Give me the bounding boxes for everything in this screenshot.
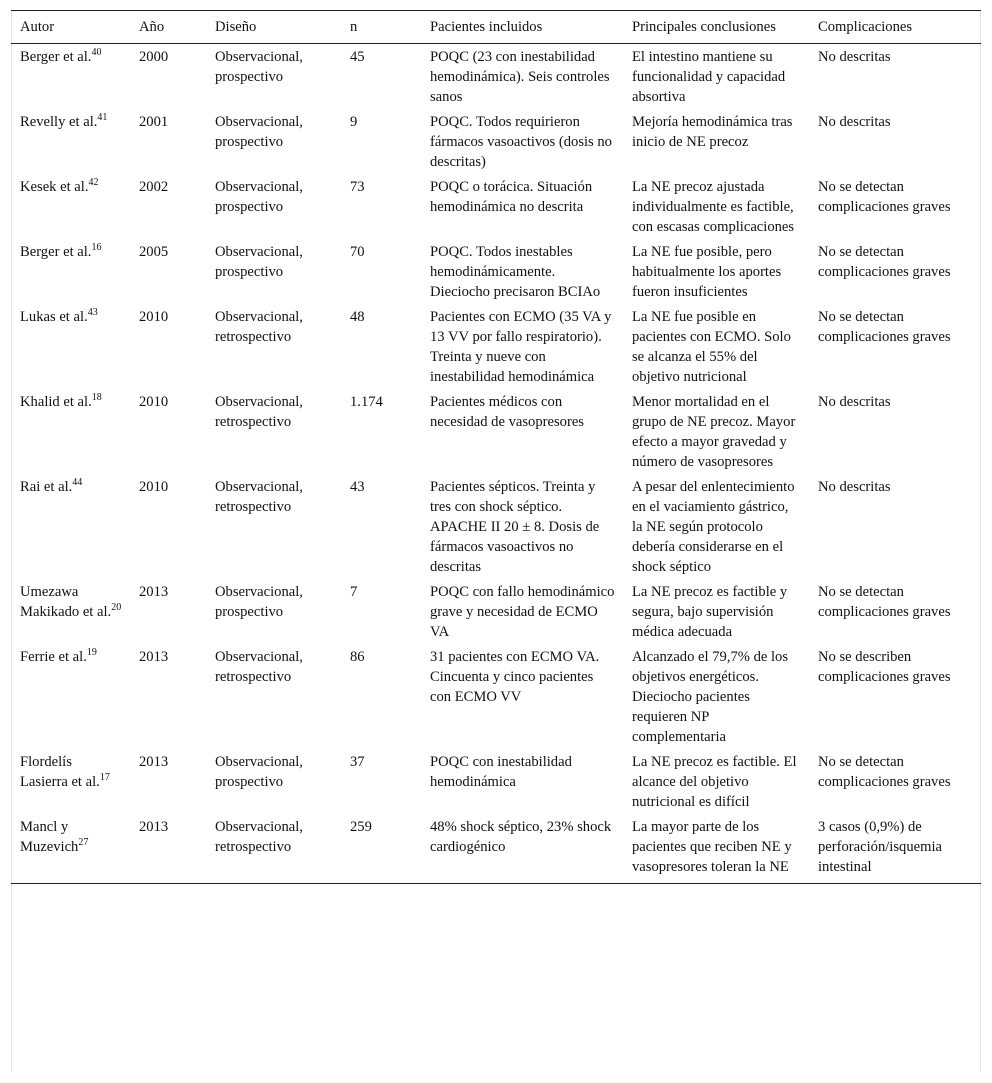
cell-n: 70 bbox=[350, 244, 365, 260]
table-row bbox=[11, 109, 981, 174]
cell-anio: 2013 bbox=[139, 754, 169, 770]
reference-number: 44 bbox=[72, 477, 83, 489]
table-row bbox=[11, 389, 981, 474]
header-conclusiones: Principales conclusiones bbox=[623, 11, 809, 44]
author-name: Kesek et al. bbox=[20, 179, 89, 195]
cell-pacientes: Pacientes médicos con necesidad de vasopresores bbox=[430, 394, 584, 430]
cell-autor bbox=[11, 749, 130, 814]
author-name: Khalid et al. bbox=[20, 394, 92, 410]
reference-number: 27 bbox=[78, 837, 89, 849]
cell-n: 1.174 bbox=[350, 394, 383, 410]
table-row bbox=[11, 174, 981, 239]
cell-n: 86 bbox=[350, 649, 365, 665]
table-row bbox=[11, 579, 981, 644]
cell-conclusiones: El intestino mantiene su funcionalidad y capacidad absortiva bbox=[632, 49, 786, 105]
table-row bbox=[11, 814, 981, 884]
cell-conclusiones: Menor mortalidad en el grupo de NE precoz. Mayor efecto a mayor gravedad y número de vasopresores bbox=[632, 394, 796, 470]
cell-pacientes: POQC (23 con inestabilidad hemodinámica). Seis controles sanos bbox=[430, 49, 610, 105]
cell-conclusiones: La NE precoz ajustada individualmente es factible, con escasas complicaciones bbox=[632, 179, 795, 235]
cell-pacientes: POQC. Todos requirieron fármacos vasoactivos (dosis no descritas) bbox=[430, 114, 612, 170]
cell-autor bbox=[11, 474, 130, 579]
cell-autor bbox=[11, 174, 130, 239]
cell-conclusiones: La NE precoz es factible y segura, bajo supervisión médica adecuada bbox=[632, 584, 788, 640]
reference-number: 19 bbox=[86, 647, 97, 659]
author-name: Ferrie et al. bbox=[20, 649, 87, 665]
reference-number: 42 bbox=[88, 177, 99, 189]
cell-conclusiones: Mejoría hemodinámica tras inicio de NE precoz bbox=[632, 114, 793, 150]
cell-conclusiones: La mayor parte de los pacientes que reciben NE y vasopresores toleran la NE bbox=[623, 814, 809, 884]
author-name: Lukas et al. bbox=[20, 309, 88, 325]
cell-disenio: Observacional, prospectivo bbox=[215, 244, 303, 280]
cell-conclusiones: Alcanzado el 79,7% de los objetivos energéticos. Dieciocho pacientes requieren NP complementaria bbox=[632, 649, 789, 745]
cell-autor bbox=[11, 239, 130, 304]
cell-conclusiones: La NE precoz es factible. El alcance del objetivo nutricional es difícil bbox=[632, 754, 797, 810]
cell-autor bbox=[11, 109, 130, 174]
table-body bbox=[11, 44, 981, 884]
author-name: Berger et al. bbox=[20, 244, 92, 260]
reference-number: 41 bbox=[97, 112, 108, 124]
cell-pacientes: 48% shock séptico, 23% shock cardiogénico bbox=[421, 814, 623, 884]
cell-anio: 2000 bbox=[139, 49, 169, 65]
cell-conclusiones: A pesar del enlentecimiento en el vaciamiento gástrico, la NE según protocolo debería considerarse en el shock séptico bbox=[632, 479, 795, 575]
studies-table bbox=[11, 10, 981, 884]
cell-complicaciones: No se detectan complicaciones graves bbox=[818, 244, 951, 280]
cell-disenio: Observacional, retrospectivo bbox=[215, 394, 303, 430]
cell-conclusiones: La NE fue posible en pacientes con ECMO. Solo se alcanza el 55% del objetivo nutricional bbox=[632, 309, 791, 385]
cell-n: 259 bbox=[341, 814, 421, 884]
header-autor: Autor bbox=[11, 11, 130, 44]
cell-n: 9 bbox=[350, 114, 358, 130]
header-n: n bbox=[341, 11, 421, 44]
cell-disenio: Observacional, prospectivo bbox=[215, 754, 303, 790]
cell-complicaciones: No descritas bbox=[818, 114, 891, 130]
cell-anio: 2010 bbox=[139, 394, 169, 410]
cell-pacientes: 31 pacientes con ECMO VA. Cincuenta y cinco pacientes con ECMO VV bbox=[430, 649, 600, 705]
reference-number: 17 bbox=[99, 772, 110, 784]
author-name: Flordelís Lasierra et al. bbox=[20, 754, 100, 790]
table-header-row bbox=[11, 11, 981, 44]
author-name: Rai et al. bbox=[20, 479, 73, 495]
cell-complicaciones: No se detectan complicaciones graves bbox=[818, 179, 951, 215]
table-row bbox=[11, 474, 981, 579]
cell-disenio: Observacional, retrospectivo bbox=[206, 814, 341, 884]
cell-autor bbox=[11, 304, 130, 389]
cell-pacientes: POQC con inestabilidad hemodinámica bbox=[430, 754, 572, 790]
cell-n: 7 bbox=[350, 584, 358, 600]
cell-complicaciones: No descritas bbox=[818, 394, 891, 410]
cell-complicaciones: No se detectan complicaciones graves bbox=[818, 754, 951, 790]
reference-number: 20 bbox=[111, 602, 122, 614]
cell-disenio: Observacional, prospectivo bbox=[215, 114, 303, 150]
cell-autor bbox=[11, 44, 130, 110]
cell-anio: 2013 bbox=[139, 649, 169, 665]
cell-autor bbox=[11, 579, 130, 644]
table-row bbox=[11, 44, 981, 110]
cell-anio: 2010 bbox=[139, 309, 169, 325]
cell-n: 73 bbox=[350, 179, 365, 195]
header-complicaciones: Complicaciones bbox=[809, 11, 981, 44]
reference-number: 18 bbox=[91, 392, 102, 404]
cell-n: 43 bbox=[350, 479, 365, 495]
cell-n: 45 bbox=[350, 49, 365, 65]
cell-n: 37 bbox=[350, 754, 365, 770]
cell-disenio: Observacional, prospectivo bbox=[215, 584, 303, 620]
cell-conclusiones: La NE fue posible, pero habitualmente los aportes fueron insuficientes bbox=[632, 244, 782, 300]
table-row bbox=[11, 749, 981, 814]
author-name: Revelly et al. bbox=[20, 114, 98, 130]
cell-anio: 2013 bbox=[130, 814, 206, 884]
cell-anio: 2013 bbox=[139, 584, 169, 600]
author-name: Mancl y Muzevich bbox=[20, 819, 79, 855]
cell-complicaciones: No se detectan complicaciones graves bbox=[818, 309, 951, 345]
reference-number: 43 bbox=[87, 307, 98, 319]
author-name: Umezawa Makikado et al. bbox=[20, 584, 112, 620]
header-pacientes: Pacientes incluidos bbox=[421, 11, 623, 44]
cell-pacientes: Pacientes sépticos. Treinta y tres con shock séptico. APACHE II 20 ± 8. Dosis de fármacos vasoactivos no descritas bbox=[430, 479, 600, 575]
cell-complicaciones: No descritas bbox=[818, 479, 891, 495]
cell-disenio: Observacional, retrospectivo bbox=[215, 309, 303, 345]
cell-pacientes: Pacientes con ECMO (35 VA y 13 VV por fallo respiratorio). Treinta y nueve con inestabilidad hemodinámica bbox=[430, 309, 612, 385]
cell-complicaciones: 3 casos (0,9%) de perforación/isquemia intestinal bbox=[809, 814, 981, 884]
table-row bbox=[11, 304, 981, 389]
cell-autor bbox=[11, 389, 130, 474]
author-name: Berger et al. bbox=[20, 49, 92, 65]
cell-autor bbox=[11, 814, 130, 884]
cell-complicaciones: No se describen complicaciones graves bbox=[818, 649, 951, 685]
cell-pacientes: POQC. Todos inestables hemodinámicamente. Dieciocho precisaron BCIAo bbox=[430, 244, 601, 300]
cell-complicaciones: No descritas bbox=[818, 49, 891, 65]
cell-n: 48 bbox=[350, 309, 365, 325]
cell-anio: 2002 bbox=[139, 179, 169, 195]
cell-anio: 2010 bbox=[139, 479, 169, 495]
cell-anio: 2005 bbox=[139, 244, 169, 260]
table-row bbox=[11, 644, 981, 749]
cell-complicaciones: No se detectan complicaciones graves bbox=[818, 584, 951, 620]
reference-number: 40 bbox=[91, 47, 102, 59]
cell-disenio: Observacional, prospectivo bbox=[215, 49, 303, 85]
cell-autor bbox=[11, 644, 130, 749]
cell-disenio: Observacional, retrospectivo bbox=[215, 649, 303, 685]
table-row bbox=[11, 239, 981, 304]
cell-pacientes: POQC con fallo hemodinámico grave y necesidad de ECMO VA bbox=[430, 584, 615, 640]
cell-anio: 2001 bbox=[139, 114, 169, 130]
reference-number: 16 bbox=[91, 242, 102, 254]
header-anio: Año bbox=[130, 11, 206, 44]
cell-disenio: Observacional, retrospectivo bbox=[215, 479, 303, 515]
cell-pacientes: POQC o torácica. Situación hemodinámica no descrita bbox=[430, 179, 593, 215]
header-disenio: Diseño bbox=[206, 11, 341, 44]
cell-disenio: Observacional, prospectivo bbox=[215, 179, 303, 215]
